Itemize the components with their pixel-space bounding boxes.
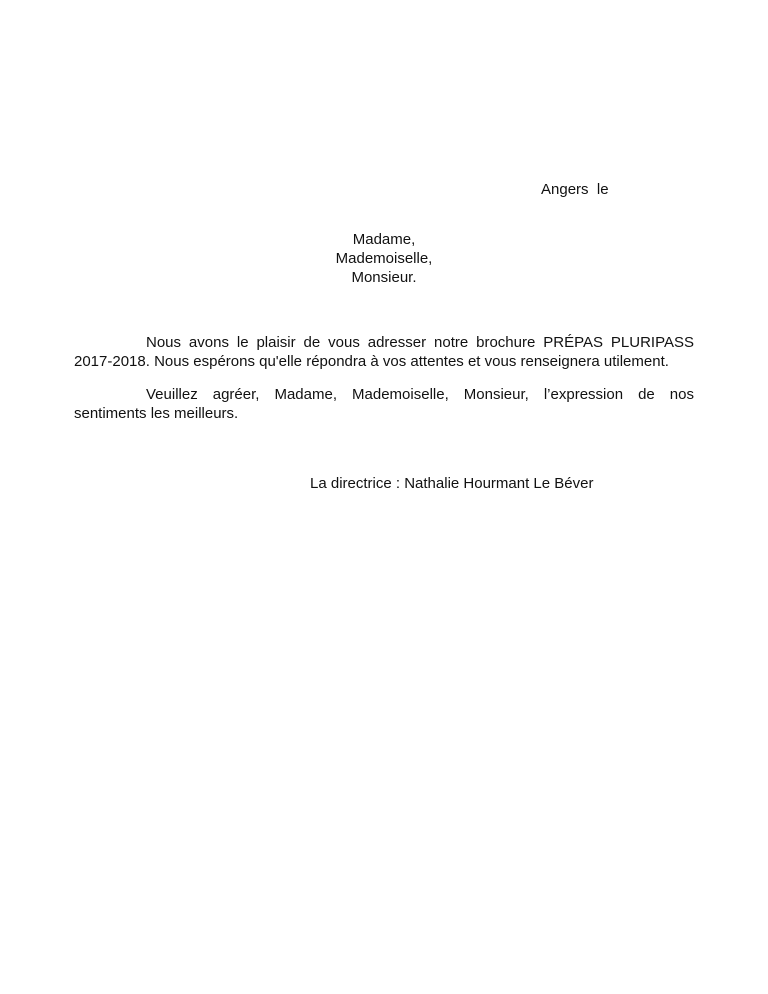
body-paragraph-brochure: Nous avons le plaisir de vous adresser notre brochure PRÉPAS PLURIPASS 2017-2018. Nous espérons qu'elle répondra à vos attentes et vous renseignera utilement. — [74, 334, 694, 370]
body-paragraph-closing: Veuillez agréer, Madame, Mademoiselle, Monsieur, l’expression de nos sentiments les meilleurs. — [74, 386, 694, 422]
salutation-monsieur: Monsieur. — [351, 269, 417, 286]
signature-line: La directrice : Nathalie Hourmant Le Béver — [310, 475, 594, 492]
salutation-block — [304, 230, 464, 287]
salutation-madame: Madame, — [352, 231, 416, 248]
location-date: Angers le — [541, 181, 609, 198]
salutation-mademoiselle: Mademoiselle, — [335, 250, 433, 267]
